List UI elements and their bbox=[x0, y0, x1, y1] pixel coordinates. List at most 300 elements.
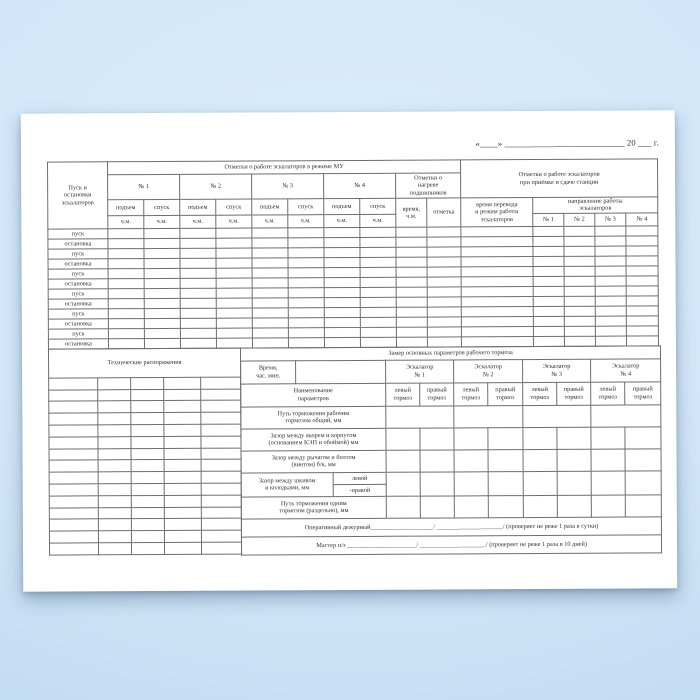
empty-cell bbox=[533, 236, 564, 246]
value-cell bbox=[386, 496, 420, 518]
handover-title: Отметки о работе эскалаторов при приёмке и сдаче станции bbox=[461, 159, 658, 198]
empty-cell bbox=[144, 248, 180, 258]
empty-cell bbox=[98, 507, 131, 519]
empty-cell bbox=[595, 266, 626, 276]
empty-cell bbox=[49, 460, 98, 472]
empty-cell bbox=[461, 266, 533, 276]
right-brake-header: правый тормоз bbox=[557, 382, 591, 405]
empty-cell bbox=[144, 278, 180, 288]
empty-cell bbox=[108, 298, 144, 308]
empty-cell bbox=[396, 277, 427, 287]
empty-cell bbox=[131, 495, 164, 507]
value-cell bbox=[523, 405, 591, 427]
empty-cell bbox=[216, 308, 252, 318]
value-cell bbox=[420, 428, 454, 450]
empty-cell bbox=[131, 425, 164, 437]
handover-escalator-3: № 3 bbox=[595, 213, 626, 226]
handover-escalator-4: № 4 bbox=[626, 213, 658, 226]
value-cell bbox=[625, 471, 661, 495]
value-cell bbox=[488, 471, 523, 495]
row-label: остановка bbox=[48, 319, 108, 329]
empty-cell bbox=[144, 318, 180, 328]
empty-cell bbox=[108, 288, 144, 298]
row-label: пуск bbox=[48, 329, 108, 339]
handover-time-mode-header: время перевода и режим работы эскалаторов bbox=[461, 198, 533, 227]
empty-cell bbox=[396, 247, 427, 257]
empty-cell bbox=[180, 288, 216, 298]
empty-cell bbox=[132, 542, 165, 554]
value-cell bbox=[591, 449, 625, 471]
mu-title: Отметки о работе эскалаторов в режиме МУ bbox=[108, 160, 461, 175]
empty-cell bbox=[216, 258, 252, 268]
empty-cell bbox=[164, 507, 201, 519]
empty-cell bbox=[180, 228, 216, 238]
empty-cell bbox=[360, 287, 396, 297]
empty-cell bbox=[595, 276, 626, 286]
empty-cell bbox=[288, 317, 324, 327]
empty-cell bbox=[108, 318, 144, 328]
empty-cell bbox=[180, 278, 216, 288]
empty-cell bbox=[49, 378, 98, 390]
empty-cell bbox=[98, 472, 131, 484]
empty-cell bbox=[131, 472, 164, 484]
descent-header: спуск bbox=[144, 199, 180, 215]
empty-cell bbox=[108, 268, 144, 278]
empty-cell bbox=[396, 297, 427, 307]
time-unit: ч.м. bbox=[324, 214, 360, 227]
value-cell bbox=[488, 495, 523, 517]
empty-cell bbox=[324, 227, 360, 237]
value-cell bbox=[454, 405, 523, 427]
empty-cell bbox=[164, 495, 201, 507]
empty-cell bbox=[216, 328, 252, 338]
brake-table-title: Замер основных параметров рабочего тормоза bbox=[241, 346, 661, 361]
empty-cell bbox=[108, 228, 144, 238]
empty-cell bbox=[144, 298, 180, 308]
tech-orders-table bbox=[48, 347, 242, 555]
empty-cell bbox=[533, 296, 564, 306]
row-label: пуск bbox=[48, 309, 108, 319]
empty-cell bbox=[98, 519, 131, 531]
value-cell bbox=[523, 449, 557, 471]
empty-cell bbox=[626, 296, 658, 306]
empty-cell bbox=[396, 307, 427, 317]
empty-cell bbox=[427, 297, 461, 307]
empty-cell bbox=[108, 278, 144, 288]
time-unit: ч.м. bbox=[288, 214, 324, 227]
tech-grid-row bbox=[49, 495, 241, 508]
empty-cell bbox=[595, 246, 626, 256]
empty-cell bbox=[252, 298, 288, 308]
empty-cell bbox=[131, 401, 164, 413]
left-brake-header: левый тормоз bbox=[386, 383, 420, 406]
empty-cell bbox=[288, 227, 324, 237]
param-label-pulley-pads-gap: Зазор между шкивом и колодками, мм bbox=[241, 472, 333, 496]
brake-escalator-4-header: Эскалатор № 4 bbox=[591, 359, 661, 382]
empty-cell bbox=[461, 226, 533, 236]
empty-cell bbox=[461, 296, 533, 306]
empty-cell bbox=[131, 519, 164, 531]
empty-cell bbox=[626, 256, 658, 266]
empty-cell bbox=[164, 483, 201, 495]
form-body bbox=[47, 158, 659, 556]
tech-grid-row bbox=[49, 401, 241, 414]
tech-grid-row bbox=[49, 507, 241, 520]
row-label: остановка bbox=[48, 339, 108, 349]
empty-cell bbox=[626, 266, 658, 276]
empty-cell bbox=[396, 257, 427, 267]
brake-parameters-table bbox=[240, 345, 662, 555]
empty-cell bbox=[533, 276, 564, 286]
sub-label-right: -правой bbox=[333, 484, 386, 496]
empty-cell bbox=[201, 448, 241, 460]
brake-escalator-1-header: Эскалатор № 1 bbox=[386, 360, 454, 383]
row-label: остановка bbox=[48, 299, 108, 309]
empty-cell bbox=[288, 277, 324, 287]
empty-cell bbox=[533, 326, 564, 336]
value-cell bbox=[420, 472, 454, 496]
empty-cell bbox=[461, 256, 533, 266]
empty-cell bbox=[252, 288, 288, 298]
empty-cell bbox=[201, 401, 241, 413]
row-label: пуск bbox=[48, 249, 108, 259]
empty-cell bbox=[626, 286, 658, 296]
empty-cell bbox=[252, 248, 288, 258]
value-cell bbox=[625, 449, 661, 471]
empty-cell bbox=[216, 298, 252, 308]
empty-cell bbox=[180, 258, 216, 268]
empty-cell bbox=[626, 246, 658, 256]
rise-header: подъем bbox=[108, 200, 144, 216]
bearing-header: Отметки о нагреве подшипников bbox=[396, 173, 461, 198]
row-label: остановка bbox=[48, 239, 108, 249]
empty-cell bbox=[252, 228, 288, 238]
empty-cell bbox=[49, 531, 98, 543]
tech-grid-row bbox=[49, 459, 241, 472]
empty-cell bbox=[595, 286, 626, 296]
empty-cell bbox=[396, 237, 427, 247]
value-cell bbox=[488, 449, 523, 471]
empty-cell bbox=[360, 297, 396, 307]
tech-grid-row bbox=[49, 424, 241, 437]
value-cell bbox=[557, 427, 591, 449]
empty-cell bbox=[461, 326, 533, 336]
empty-cell bbox=[360, 327, 396, 337]
empty-cell bbox=[131, 507, 164, 519]
brake-escalator-3-header: Эскалатор № 3 bbox=[523, 359, 591, 382]
empty-cell bbox=[108, 328, 144, 338]
empty-cell bbox=[98, 460, 131, 472]
handover-escalator-2: № 2 bbox=[564, 213, 595, 226]
value-cell bbox=[454, 428, 488, 450]
empty-cell bbox=[595, 306, 626, 316]
empty-cell bbox=[49, 496, 98, 508]
empty-cell bbox=[461, 306, 533, 316]
empty-cell bbox=[180, 318, 216, 328]
rise-header: подъем bbox=[252, 199, 288, 215]
tech-grid-row bbox=[49, 377, 241, 390]
empty-cell bbox=[427, 247, 461, 257]
descent-header: спуск bbox=[288, 199, 324, 215]
empty-cell bbox=[164, 424, 201, 436]
time-unit: ч.м. bbox=[144, 215, 180, 228]
right-brake-header: правый тормоз bbox=[488, 382, 523, 405]
left-brake-header: левый тормоз bbox=[454, 383, 488, 406]
value-cell bbox=[386, 450, 420, 472]
empty-cell bbox=[180, 308, 216, 318]
empty-cell bbox=[533, 286, 564, 296]
empty-cell bbox=[180, 328, 216, 338]
empty-cell bbox=[216, 268, 252, 278]
empty-cell bbox=[288, 327, 324, 337]
value-cell bbox=[454, 472, 488, 496]
value-cell bbox=[488, 427, 523, 449]
empty-cell bbox=[324, 257, 360, 267]
empty-cell bbox=[252, 278, 288, 288]
empty-cell bbox=[98, 401, 131, 413]
empty-cell bbox=[427, 227, 461, 237]
bearing-time-header: время, ч.м. bbox=[396, 198, 427, 227]
empty-cell bbox=[131, 531, 164, 543]
empty-cell bbox=[396, 267, 427, 277]
empty-cell bbox=[595, 296, 626, 306]
tech-grid-row bbox=[49, 530, 241, 543]
empty-cell bbox=[360, 277, 396, 287]
empty-cell bbox=[296, 360, 386, 383]
empty-cell bbox=[201, 459, 241, 471]
empty-cell bbox=[360, 267, 396, 277]
empty-cell bbox=[131, 413, 164, 425]
empty-cell bbox=[201, 377, 241, 389]
left-brake-header: левый тормоз bbox=[591, 382, 625, 405]
empty-cell bbox=[626, 326, 658, 336]
empty-cell bbox=[252, 328, 288, 338]
empty-cell bbox=[533, 256, 564, 266]
escalator-4-header: № 4 bbox=[324, 173, 396, 198]
empty-cell bbox=[216, 288, 252, 298]
empty-cell bbox=[164, 530, 201, 542]
empty-cell bbox=[99, 543, 132, 555]
time-unit: ч.м. bbox=[180, 215, 216, 228]
empty-cell bbox=[164, 413, 201, 425]
empty-cell bbox=[396, 287, 427, 297]
rise-header: подъем bbox=[324, 198, 360, 214]
empty-cell bbox=[564, 246, 595, 256]
mu-table-body bbox=[48, 226, 659, 349]
empty-cell bbox=[324, 317, 360, 327]
empty-cell bbox=[201, 412, 241, 424]
empty-cell bbox=[252, 308, 288, 318]
empty-cell bbox=[144, 268, 180, 278]
empty-cell bbox=[427, 267, 461, 277]
empty-cell bbox=[564, 296, 595, 306]
value-cell bbox=[523, 471, 557, 495]
empty-cell bbox=[252, 258, 288, 268]
empty-cell bbox=[427, 277, 461, 287]
tech-orders-title: Технические распоряжения bbox=[48, 348, 240, 378]
empty-cell bbox=[396, 227, 427, 237]
tech-grid-row bbox=[50, 542, 242, 555]
empty-cell bbox=[144, 228, 180, 238]
empty-cell bbox=[533, 246, 564, 256]
empty-cell bbox=[288, 257, 324, 267]
empty-cell bbox=[201, 483, 241, 495]
empty-cell bbox=[98, 531, 131, 543]
empty-cell bbox=[324, 307, 360, 317]
empty-cell bbox=[98, 377, 131, 389]
empty-cell bbox=[626, 226, 658, 236]
empty-cell bbox=[595, 316, 626, 326]
empty-cell bbox=[180, 238, 216, 248]
value-cell bbox=[591, 405, 661, 427]
empty-cell bbox=[144, 258, 180, 268]
empty-cell bbox=[461, 236, 533, 246]
value-cell bbox=[625, 427, 661, 449]
empty-cell bbox=[564, 286, 595, 296]
value-cell bbox=[386, 406, 454, 428]
empty-cell bbox=[216, 318, 252, 328]
value-cell bbox=[454, 450, 488, 472]
escalator-1-header: № 1 bbox=[108, 174, 180, 199]
empty-cell bbox=[164, 401, 201, 413]
empty-cell bbox=[533, 226, 564, 236]
tech-grid-row bbox=[49, 412, 241, 425]
handover-direction-header: направление работы эскалаторов bbox=[533, 197, 658, 213]
value-cell bbox=[420, 450, 454, 472]
handover-escalator-1: № 1 bbox=[533, 213, 564, 226]
empty-cell bbox=[164, 519, 201, 531]
empty-cell bbox=[131, 389, 164, 401]
time-unit: ч.м. bbox=[252, 215, 288, 228]
empty-cell bbox=[360, 307, 396, 317]
escalator-3-header: № 3 bbox=[252, 174, 324, 199]
rise-header: подъем bbox=[180, 199, 216, 215]
row-label: остановка bbox=[48, 279, 108, 289]
param-label-lever-bolt-gap: Зазор между рычагом и болтом (винтом) б/к, мм bbox=[241, 450, 386, 473]
empty-cell bbox=[216, 238, 252, 248]
row-label: пуск bbox=[48, 289, 108, 299]
value-cell bbox=[420, 496, 454, 518]
value-cell bbox=[591, 427, 625, 449]
value-cell bbox=[557, 471, 591, 495]
empty-cell bbox=[324, 287, 360, 297]
empty-cell bbox=[216, 248, 252, 258]
empty-cell bbox=[98, 436, 131, 448]
empty-cell bbox=[98, 495, 131, 507]
empty-cell bbox=[49, 472, 98, 484]
empty-cell bbox=[49, 425, 98, 437]
empty-cell bbox=[427, 257, 461, 267]
empty-cell bbox=[201, 424, 241, 436]
empty-cell bbox=[201, 495, 241, 507]
empty-cell bbox=[252, 318, 288, 328]
empty-cell bbox=[595, 236, 626, 246]
empty-cell bbox=[108, 258, 144, 268]
empty-cell bbox=[564, 326, 595, 336]
empty-cell bbox=[461, 246, 533, 256]
tech-grid-row bbox=[49, 448, 241, 461]
empty-cell bbox=[201, 507, 241, 519]
empty-cell bbox=[98, 425, 131, 437]
empty-cell bbox=[288, 287, 324, 297]
date-line: «____» ___________________________ 20 ___ г. bbox=[475, 137, 659, 149]
empty-cell bbox=[131, 377, 164, 389]
descent-header: спуск bbox=[360, 198, 396, 214]
empty-cell bbox=[595, 226, 626, 236]
empty-cell bbox=[626, 306, 658, 316]
sub-label-left: левой bbox=[333, 472, 386, 484]
empty-cell bbox=[216, 228, 252, 238]
empty-cell bbox=[533, 266, 564, 276]
empty-cell bbox=[461, 286, 533, 296]
empty-cell bbox=[324, 267, 360, 277]
value-cell bbox=[523, 495, 557, 517]
tech-grid-row bbox=[49, 471, 241, 484]
empty-cell bbox=[288, 307, 324, 317]
mu-operations-table bbox=[47, 158, 659, 349]
empty-cell bbox=[288, 267, 324, 277]
tech-grid-body bbox=[48, 348, 241, 555]
empty-cell bbox=[360, 247, 396, 257]
empty-cell bbox=[595, 256, 626, 266]
bottom-section bbox=[48, 345, 659, 556]
empty-cell bbox=[164, 460, 201, 472]
empty-cell bbox=[201, 530, 241, 542]
empty-cell bbox=[144, 328, 180, 338]
empty-cell bbox=[108, 238, 144, 248]
value-cell bbox=[454, 496, 488, 518]
empty-cell bbox=[396, 327, 427, 337]
tech-grid-row bbox=[49, 518, 241, 531]
empty-cell bbox=[49, 484, 98, 496]
empty-cell bbox=[427, 317, 461, 327]
empty-cell bbox=[360, 237, 396, 247]
empty-cell bbox=[252, 238, 288, 248]
master-signature-line: Мастер п/э ______________________/ _____________________/ (проверяет не реже 1 раза в 10 дней) bbox=[242, 535, 662, 555]
empty-cell bbox=[564, 306, 595, 316]
empty-cell bbox=[49, 519, 98, 531]
empty-cell bbox=[427, 327, 461, 337]
tech-grid-row bbox=[49, 389, 241, 402]
empty-cell bbox=[360, 227, 396, 237]
empty-cell bbox=[626, 316, 658, 326]
empty-cell bbox=[564, 236, 595, 246]
empty-cell bbox=[288, 297, 324, 307]
empty-cell bbox=[50, 543, 99, 555]
empty-cell bbox=[49, 507, 98, 519]
empty-cell bbox=[98, 448, 131, 460]
empty-cell bbox=[324, 237, 360, 247]
param-label-anchor-body-gap: Зазор между якорем и корпусом (основанием КЭП и обоймой) мм bbox=[241, 428, 386, 451]
empty-cell bbox=[49, 401, 98, 413]
start-stop-header: Пуск и остановки эскалаторов bbox=[48, 162, 108, 229]
descent-header: спуск bbox=[216, 199, 252, 215]
value-cell bbox=[386, 472, 420, 496]
value-cell bbox=[557, 495, 591, 517]
empty-cell bbox=[201, 518, 241, 530]
params-header: Наименование параметров bbox=[241, 383, 386, 407]
empty-cell bbox=[427, 307, 461, 317]
duty-officer-signature-line: Оперативный дежурный____________________/ _____________________/ (проверяет не реже 1 раза в сутки) bbox=[241, 517, 661, 537]
empty-cell bbox=[144, 308, 180, 318]
empty-cell bbox=[533, 306, 564, 316]
empty-cell bbox=[324, 297, 360, 307]
empty-cell bbox=[564, 316, 595, 326]
empty-cell bbox=[324, 277, 360, 287]
empty-cell bbox=[49, 413, 98, 425]
empty-cell bbox=[164, 389, 201, 401]
empty-cell bbox=[595, 326, 626, 336]
